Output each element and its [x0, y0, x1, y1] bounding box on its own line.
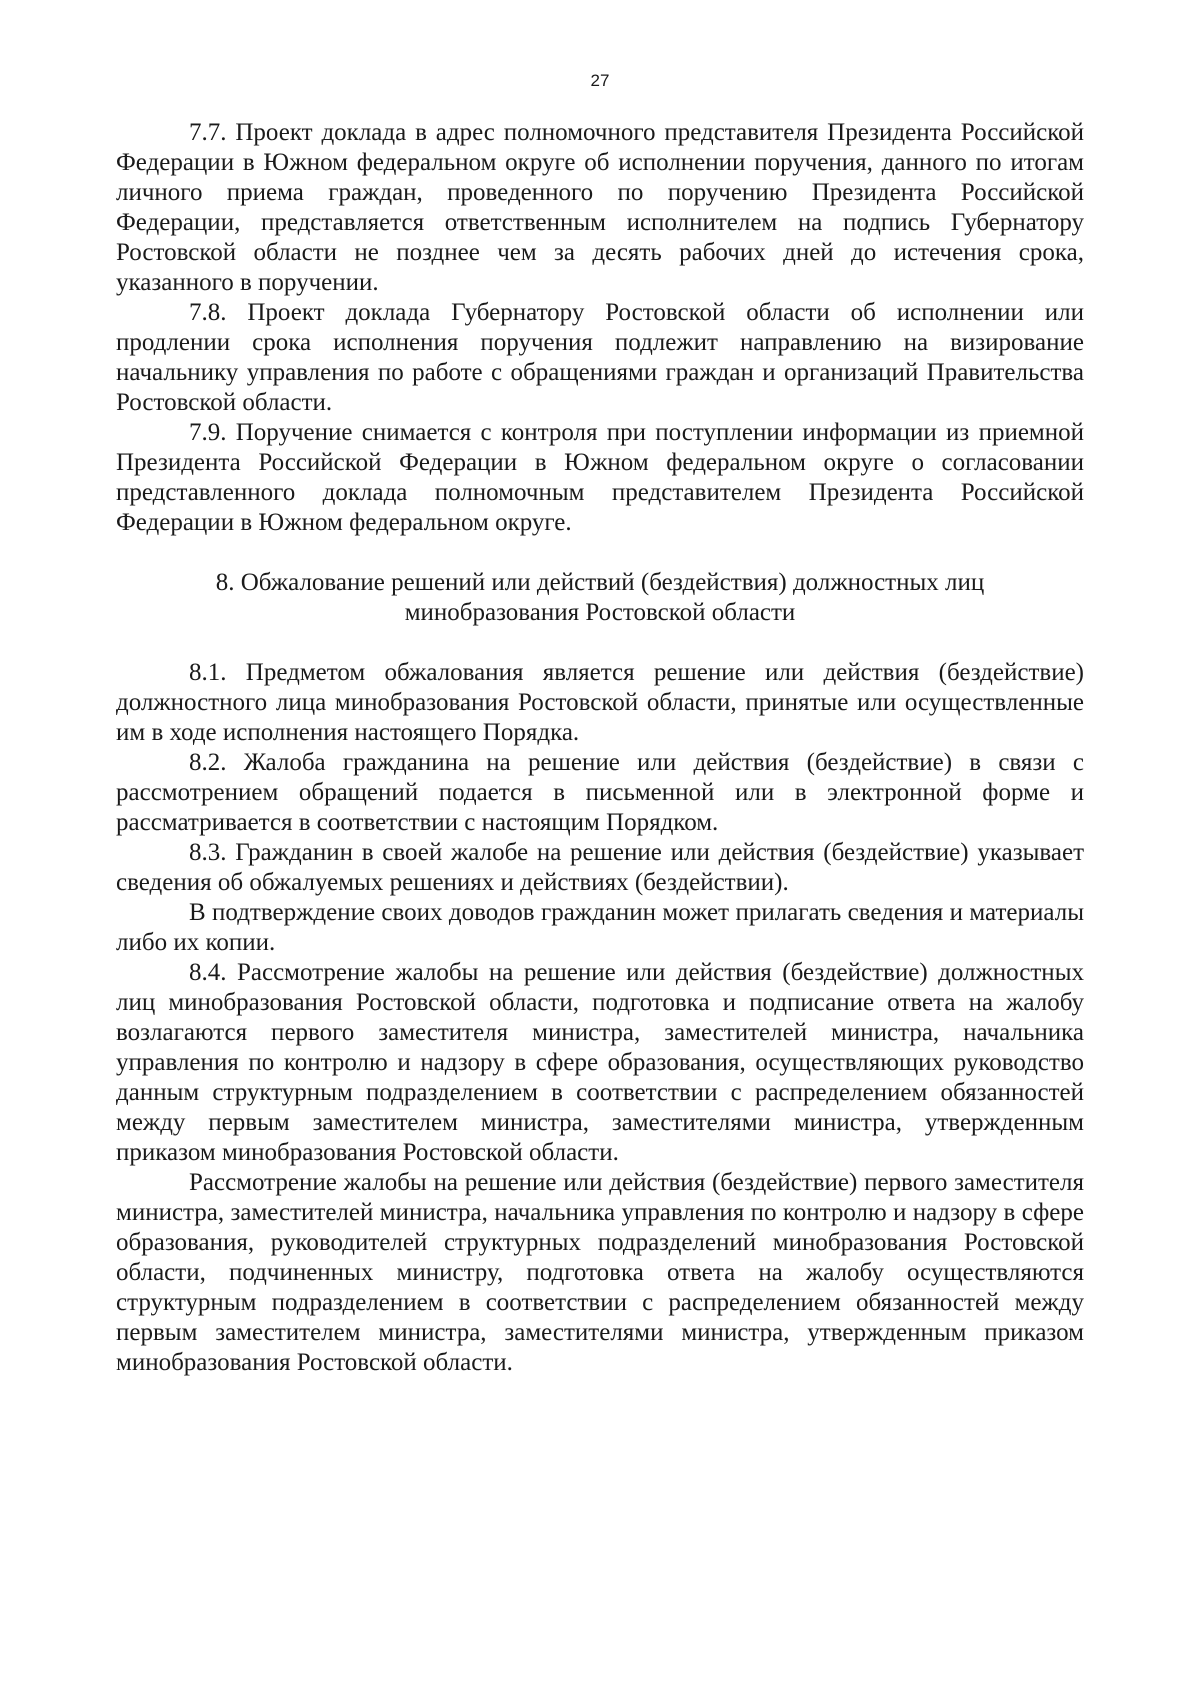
section-8-heading-line-2: минобразования Ростовской области [404, 599, 796, 626]
paragraph-8-4-senior: Рассмотрение жалобы на решение или действия (бездействие) первого заместителя министра, заместителей министра, начальника управления по контролю и надзору в сфере образования, руководителей структурных подразделений минобразования Ростовской области, подчиненных министру, подготовка ответа на жалобу осуществляются структурным подразделением в соответствии с распределением обязанностей между первым заместителем министра, заместителями министра, утвержденным приказом минобразования Ростовской области. [116, 1169, 1084, 1376]
paragraph-8-1: 8.1. Предметом обжалования является решение или действия (бездействие) должностного лица минобразования Ростовской области, принятые или осуществленные им в ходе исполнения настоящего Порядка. [116, 659, 1084, 746]
section-8-heading-line-1: 8. Обжалование решений или действий (бездействия) должностных лиц [215, 569, 985, 596]
paragraph-7-9: 7.9. Поручение снимается с контроля при поступлении информации из приемной Президента Российской Федерации в Южном федеральном округе о согласовании представленного доклада полномочным представителем Президента Российской Федерации в Южном федеральном округе. [116, 419, 1084, 536]
paragraph-8-3-evidence: В подтверждение своих доводов гражданин может прилагать сведения и материалы либо их копии. [116, 899, 1084, 956]
paragraph-7-8: 7.8. Проект доклада Губернатору Ростовской области об исполнении или продлении срока исполнения поручения подлежит направлению на визирование начальнику управления по работе с обращениями граждан и организаций Правительства Ростовской области. [116, 299, 1084, 416]
section-8-heading [116, 568, 1084, 628]
page-number: 27 [590, 71, 610, 90]
paragraph-8-2: 8.2. Жалоба гражданина на решение или действия (бездействие) в связи с рассмотрением обращений подается в письменной или в электронной форме и рассматривается в соответствии с настоящим Порядком. [116, 749, 1084, 836]
paragraph-7-7: 7.7. Проект доклада в адрес полномочного представителя Президента Российской Федерации в Южном федеральном округе об исполнении поручения, данного по итогам личного приема граждан, проведенного по поручению Президента Российской Федерации, представляется ответственным исполнителем на подпись Губернатору Ростовской области не позднее чем за десять рабочих дней до истечения срока, указанного в поручении. [116, 119, 1084, 296]
paragraph-8-4: 8.4. Рассмотрение жалобы на решение или действия (бездействие) должностных лиц минобразования Ростовской области, подготовка и подписание ответа на жалобу возлагаются первого заместителя министра, заместителей министра, начальника управления по контролю и надзору в сфере образования, осуществляющих руководство данным структурным подразделением в соответствии с распределением обязанностей между первым заместителем министра, заместителями министра, утвержденным приказом минобразования Ростовской области. [116, 959, 1084, 1166]
paragraph-8-3: 8.3. Гражданин в своей жалобе на решение или действия (бездействие) указывает сведения об обжалуемых решениях и действиях (бездействии). [116, 839, 1084, 896]
document-body [116, 118, 1084, 1378]
